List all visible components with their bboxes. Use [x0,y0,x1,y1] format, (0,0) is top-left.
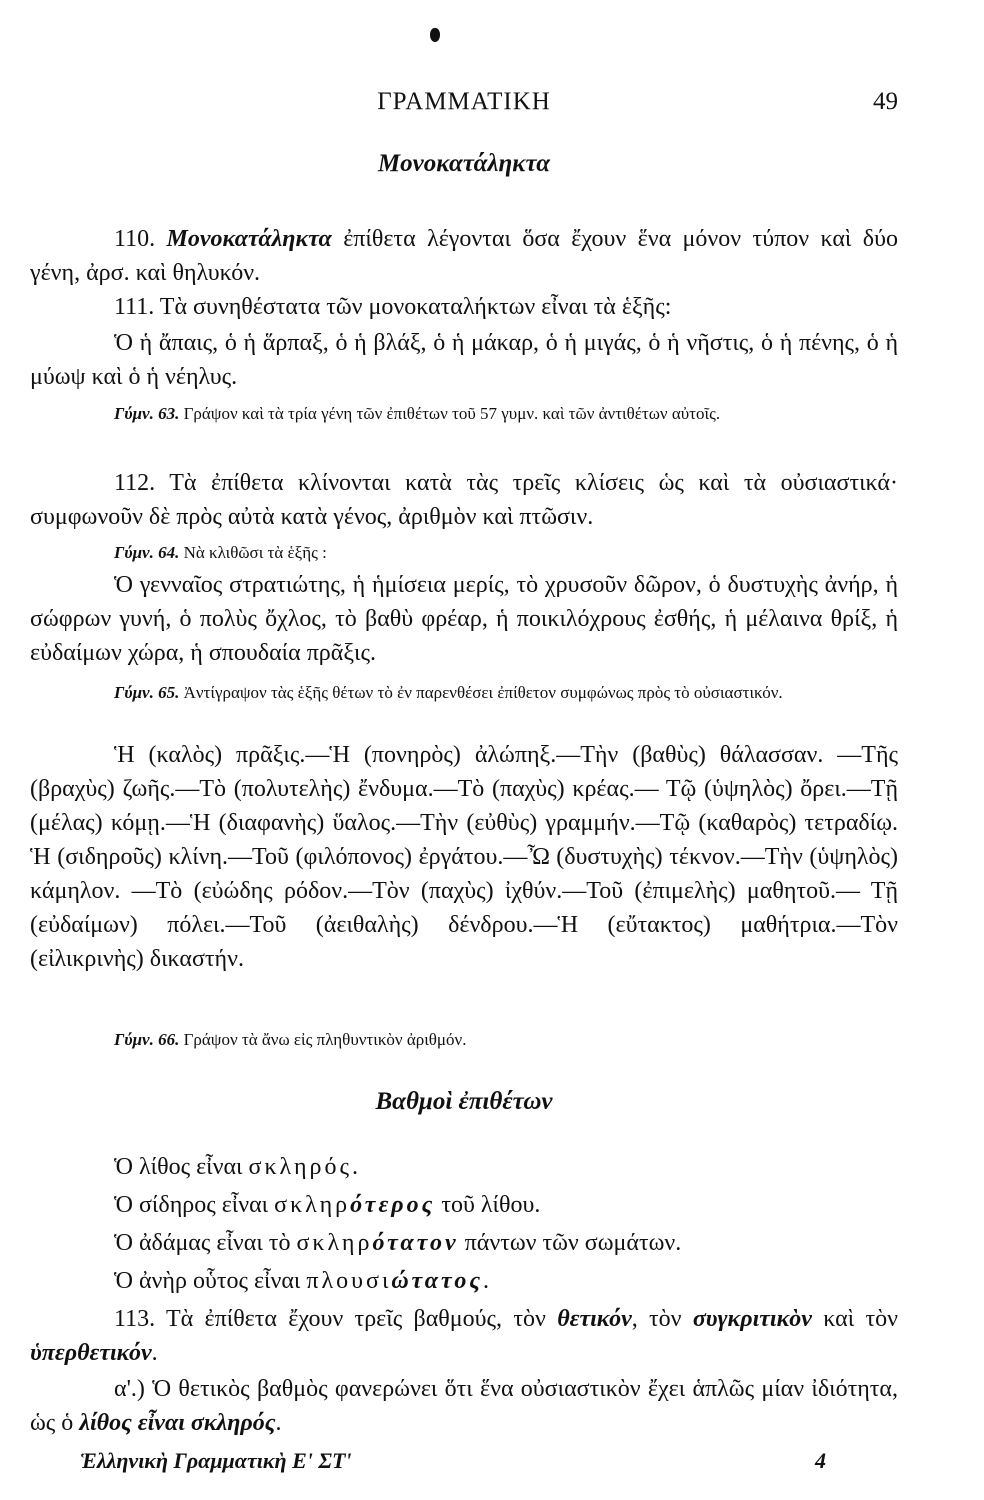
exercise-label: Γύμν. 63. [114,404,180,423]
example-line-2 [30,1188,898,1222]
signature-mark: 4 [815,1448,826,1473]
paragraph-text: Τὰ συνηθέστατα τῶν μονοκαταλήκτων εἶναι τὰ ἑξῆς: [154,294,672,320]
exercise-65-text: Ἡ (καλὸς) πρᾶξις.—Ἡ (πονηρὸς) ἀλώπηξ.—Τὴν (βαθὺς) θάλασσαν. —Τῆς (βραχὺς) ζωῆς.—Τὸ (πολυτελὴς) ἔνδυμα.—Τὸ (παχὺς) κρέας.— Τῷ (ὑψηλὸς) ὄρει.—Τῇ (μέλας) κόμῃ.—Ἡ (διαφανὴς) ὕαλος.—Τὴν (εὐθὺς) γραμμήν.—Τῷ (καθαρὸς) τετραδίῳ. Ἡ (σιδηροῦς) κλίνη.—Τοῦ (φιλόπονος) ἐργάτου.—Ὦ (δυστυχὴς) τέκνον.—Τὴν (ὑψηλὸς) κάμηλον. —Τὸ (εὐώδης ρόδον.—Τὸν (παχὺς) ἰχθύν.—Τοῦ (ἐπιμελὴς) μαθητοῦ.— Τῇ (εὐδαίμων) πόλει.—Τοῦ (ἀειθαλὴς) δένδρου.—Ἡ (εὔτακτος) μαθήτρια.—Τὸν (εἰλικρινὴς) δικαστήν. [30,742,898,972]
page-header [30,88,898,118]
page-footer [80,1448,826,1482]
example-text: . [483,1268,490,1294]
paragraph-text: , τὸν [631,1306,693,1332]
term-bold: ὑπερθετικόν [30,1340,152,1366]
term-bold: Μονοκατάληκτα [166,226,332,252]
adjective-list: Ὁ ἡ ἄπαις, ὁ ἡ ἅρπαξ, ὁ ἡ βλάξ, ὁ ἡ μάκαρ, ὁ ἡ μιγάς, ὁ ἡ νῆστις, ὁ ἡ πένης, ὁ ἡ μύωψ καὶ ὁ ἡ νέηλυς. [30,330,898,390]
example-text: Ὁ σίδηρος εἶναι [114,1192,275,1218]
exercise-64 [30,541,898,565]
example-text: τοῦ λίθου. [435,1192,541,1218]
spaced-word: σκληρός [248,1154,352,1180]
paragraph-label: α'.) [114,1376,145,1402]
term-bold: λίθος εἶναι σκληρός [79,1410,276,1436]
paragraph-113a [30,1372,898,1440]
paragraph-number: 112. [114,470,156,496]
paragraph-text: . [151,1340,158,1366]
example-text: . [352,1154,358,1180]
running-title: ΓΡΑΜΜΑΤΙΚΗ [377,88,551,115]
paragraph-text: Ὁ θετικὸς βαθμὸς φανερώνει ὅτι ἕνα οὐσιαστικὸν ἔχει ἁπλῶς μίαν ἰδιότητα, ὡς ὁ [30,1376,898,1436]
section-title-degrees: Βαθμοὶ ἐπιθέτων [375,1088,553,1115]
example-text: Ὁ λίθος εἶναι [114,1154,249,1180]
section-title-monokatalikta: Μονοκατάληκτα [377,150,551,177]
example-line-1 [30,1150,898,1184]
exercise-63 [30,402,898,426]
paragraph-text: Τὰ ἐπίθετα κλίνονται κατὰ τὰς τρεῖς κλίσεις ὡς καὶ τὰ οὐσιαστικά· συμφωνοῦν δὲ πρὸς αὐτὰ κατὰ γένος, ἀριθμὸν καὶ πτῶσιν. [30,470,898,530]
spaced-word: πλουσι [306,1268,392,1294]
spaced-word: σκληρ [296,1230,373,1256]
example-text: Ὁ ἀνὴρ οὗτος εἶναι [114,1268,307,1294]
book-title: Ἑλληνικὴ Γραμματικὴ Ε' ΣΤ' [80,1448,352,1473]
exercise-label: Γύμν. 64. [114,543,180,562]
ink-mark-icon [430,28,440,42]
spaced-suffix: ότατον [372,1230,459,1256]
exercise-text: Νὰ κλιθῶσι τὰ ἑξῆς : [179,543,327,562]
exercise-text: Γράψον καὶ τὰ τρία γένη τῶν ἐπιθέτων τοῦ 57 γυμν. καὶ τῶν ἀντιθέτων αὐτοῖς. [179,404,721,423]
paragraph-111 [30,290,898,324]
example-line-4 [30,1264,898,1298]
exercise-66 [30,1028,898,1052]
paragraph-113 [30,1302,898,1370]
paragraph-number: 110. [114,226,156,252]
spaced-suffix: ότερος [350,1192,436,1218]
paragraph-text: . [275,1410,282,1436]
spaced-word: σκληρ [274,1192,351,1218]
spaced-suffix: ώτατος [391,1268,484,1294]
paragraph-text: καὶ τὸν [811,1306,898,1332]
example-text: πάντων τῶν σωμάτων. [458,1230,682,1256]
exercise-64-list: Ὁ γενναῖος στρατιώτης, ἡ ἡμίσεια μερίς, τὸ χρυσοῦν δῶρον, ὁ δυστυχὴς ἀνήρ, ἡ σώφρων γυνή, ὁ πολὺς ὄχλος, τὸ βαθὺ φρέαρ, ἡ ποικιλόχρους ἐσθής, ἡ μέλαινα θρίξ, ἡ εὐδαίμων χώρα, ἡ σπουδαία πρᾶξις. [30,572,898,666]
example-line-3 [30,1226,898,1260]
exercise-text: Ἀντίγραψον τὰς ἑξῆς θέτων τὸ ἐν παρενθέσει ἐπίθετον συμφώνως πρὸς τὸ οὐσιαστικόν. [179,683,783,702]
exercise-label: Γύμν. 66. [114,1030,180,1049]
paragraph-text: ἐπίθετα λέγονται ὅσα ἔχουν ἕνα μόνον τύπον καὶ δύο γένη, ἀρσ. καὶ θηλυκόν. [30,226,898,286]
page-number: 49 [873,88,898,115]
exercise-65 [30,681,898,705]
paragraph-110 [30,222,898,290]
example-text: Ὁ ἀδάμας εἶναι τὸ [114,1230,297,1256]
exercise-label: Γύμν. 65. [114,683,180,702]
paragraph-112 [30,466,898,534]
term-bold: θετικόν [557,1306,632,1332]
exercise-text: Γράψον τὰ ἄνω εἰς πληθυντικὸν ἀριθμόν. [179,1030,467,1049]
paragraph-number: 111. [114,294,155,320]
paragraph-text: Τὰ ἐπίθετα ἔχουν τρεῖς βαθμούς, τὸν [155,1306,558,1332]
paragraph-number: 113. [114,1306,156,1332]
term-bold: συγκριτικὸν [692,1306,812,1332]
